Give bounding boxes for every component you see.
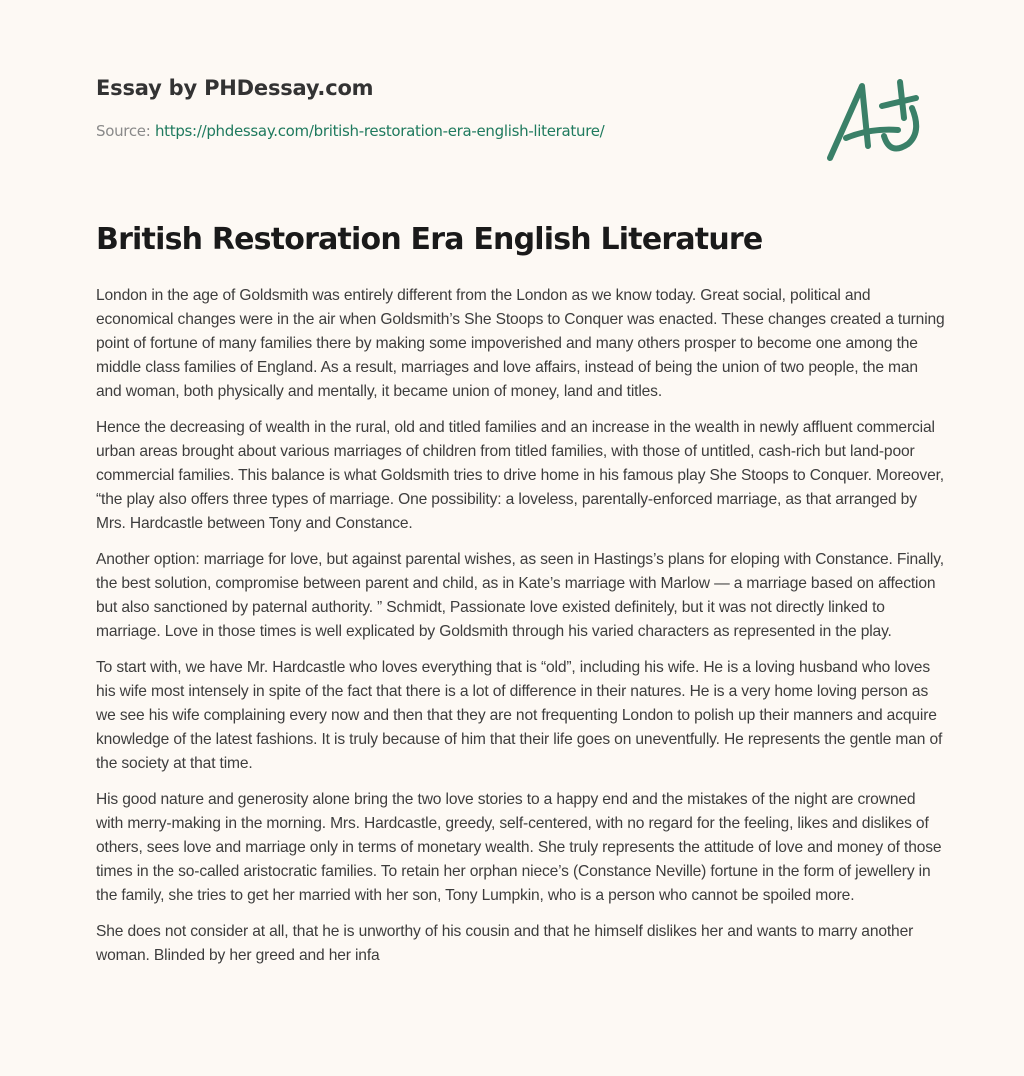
paragraph: His good nature and generosity alone bring the two love stories to a happy end and the mistakes of the night are crowned with merry-making in the morning. Mrs. Hardcastle, greedy, self-centered, with no regard for the feeling, likes and dislikes of others, sees love and marriage only in terms of monetary wealth. She truly represents the attitude of love and money of those times in the so-called aristocratic families. To retain her orphan niece’s (Constance Neville) fortune in the form of jewellery in the family, she tries to get her married with her son, Tony Lumpkin, who is a person who cannot be spoiled more. — [96, 791, 942, 904]
paragraph: To start with, we have Mr. Hardcastle who loves everything that is “old”, including his wife. He is a loving husband who loves his wife most intensely in spite of the fact that there is a lot of difference in their natures. He is a very home loving person as we see his wife complaining every now and then that they are not frequenting London to polish up their manners and acquire knowledge of the latest fashions. It is truly because of him that their life goes on uneventfully. He represents the gentle man of the society at that time. — [96, 659, 943, 772]
essay-body — [96, 284, 946, 980]
source-label: Source: — [96, 122, 151, 140]
a-plus-grade-icon — [818, 62, 938, 172]
source-link[interactable]: https://phdessay.com/british-restoration-era-english-literature/ — [154, 122, 605, 140]
paragraph: She does not consider at all, that he is unworthy of his cousin and that he himself dislikes her and wants to marry another woman. Blinded by her greed and her infa — [96, 923, 914, 964]
document-title: British Restoration Era English Literature — [96, 222, 763, 257]
source-line — [96, 122, 796, 140]
paragraph: Another option: marriage for love, but against parental wishes, as seen in Hastings’s plans for eloping with Constance. Finally, the best solution, compromise between parent and child, as in Kate’s marriage with Marlow — a marriage based on affection but also sanctioned by paternal authority. ” Schmidt, Passionate love existed definitely, but it was not directly linked to marriage. Love in those times is well explicated by Goldsmith through his varied characters as represented in the play. — [96, 551, 944, 640]
page-header — [96, 76, 796, 140]
site-title: Essay by PHDessay.com — [96, 76, 374, 100]
paragraph: London in the age of Goldsmith was entirely different from the London as we know today. Great social, political and economical changes were in the air when Goldsmith’s She Stoops to Conquer was enacted. These changes created a turning point of fortune of many families there by making some impoverished and many others prosper to become one among the middle class families of England. As a result, marriages and love affairs, instead of being the union of two people, the man and woman, both physically and mentally, it became union of money, land and titles. — [96, 287, 945, 400]
paragraph: Hence the decreasing of wealth in the rural, old and titled families and an increase in the wealth in newly affluent commercial urban areas brought about various marriages of children from titled families, with those of untitled, cash-rich but land-poor commercial families. This balance is what Goldsmith tries to drive home in his famous play She Stoops to Conquer. Moreover, “the play also offers three types of marriage. One possibility: a loveless, parentally-enforced marriage, as that arranged by Mrs. Hardcastle between Tony and Constance. — [96, 419, 944, 532]
